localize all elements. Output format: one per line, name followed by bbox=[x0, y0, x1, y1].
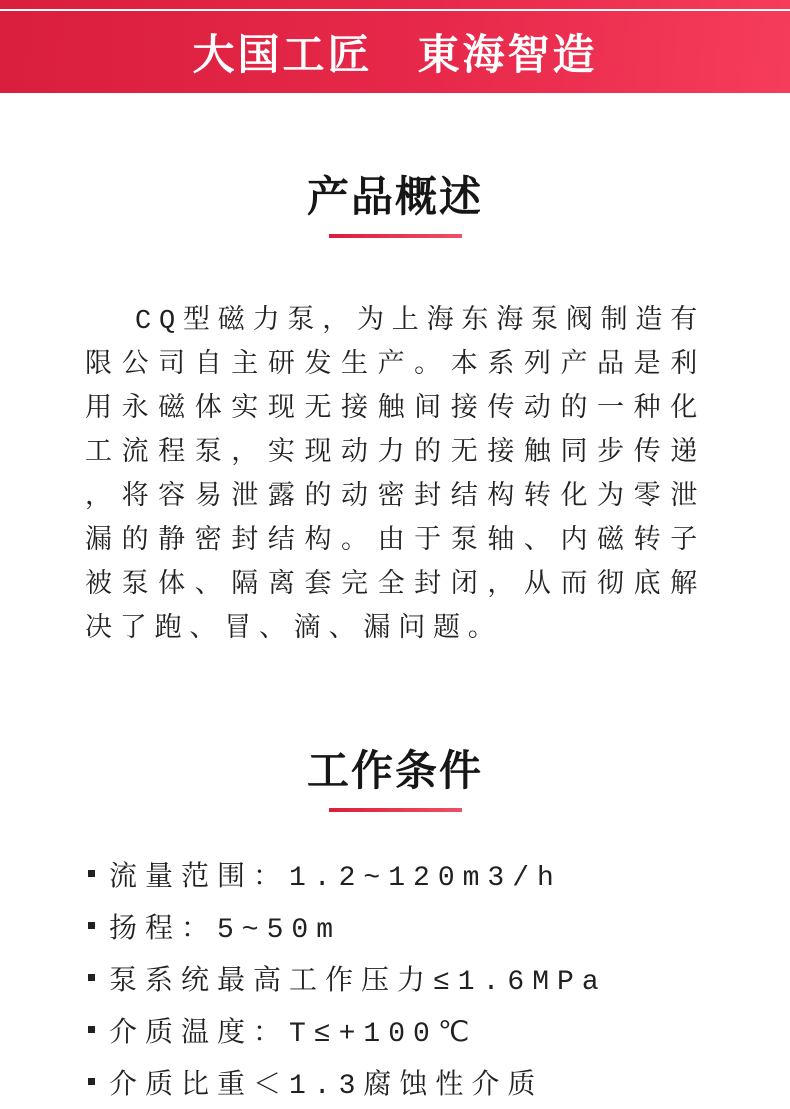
section-title-conditions: 工作条件 bbox=[306, 747, 483, 794]
list-item bbox=[88, 1056, 790, 1108]
spec-max-pressure: 泵系统最高工作压力≤1.6MPa bbox=[109, 967, 607, 998]
header-banner bbox=[0, 11, 790, 93]
list-item bbox=[88, 952, 790, 1004]
square-bullet-icon bbox=[88, 974, 95, 981]
section-title-overview: 产品概述 bbox=[306, 173, 483, 220]
spec-medium-gravity: 介质比重＜1.3腐蚀性介质 bbox=[109, 1071, 544, 1102]
square-bullet-icon bbox=[88, 1026, 95, 1033]
square-bullet-icon bbox=[88, 1078, 95, 1085]
overview-title-underline bbox=[329, 234, 462, 238]
spec-flow-range: 流量范围：1.2~120m3/h bbox=[109, 863, 562, 894]
square-bullet-icon bbox=[88, 922, 95, 929]
banner-slogan: 大国工匠 東海智造 bbox=[192, 31, 598, 78]
spec-medium-temperature: 介质温度：T≤+100℃ bbox=[109, 1019, 478, 1050]
list-item bbox=[88, 848, 790, 900]
list-item bbox=[88, 900, 790, 952]
conditions-title-underline bbox=[329, 808, 462, 812]
square-bullet-icon bbox=[88, 870, 95, 877]
working-conditions-list bbox=[0, 848, 790, 1108]
top-red-strip bbox=[0, 0, 790, 9]
spec-head: 扬程：5~50m bbox=[109, 915, 342, 946]
list-item bbox=[88, 1004, 790, 1056]
product-overview-paragraph: CQ型磁力泵，为上海东海泵阀制造有限公司自主研发生产。本系列产品是利用永磁体实现无接触间接传动的一种化工流程泵，实现动力的无接触同步传递，将容易泄露的动密封结构转化为零泄漏的静密封结构。由于泵轴、内磁转子被泵体、隔离套完全封闭，从而彻底解决了跑、冒、滴、漏问题。 bbox=[85, 307, 706, 645]
